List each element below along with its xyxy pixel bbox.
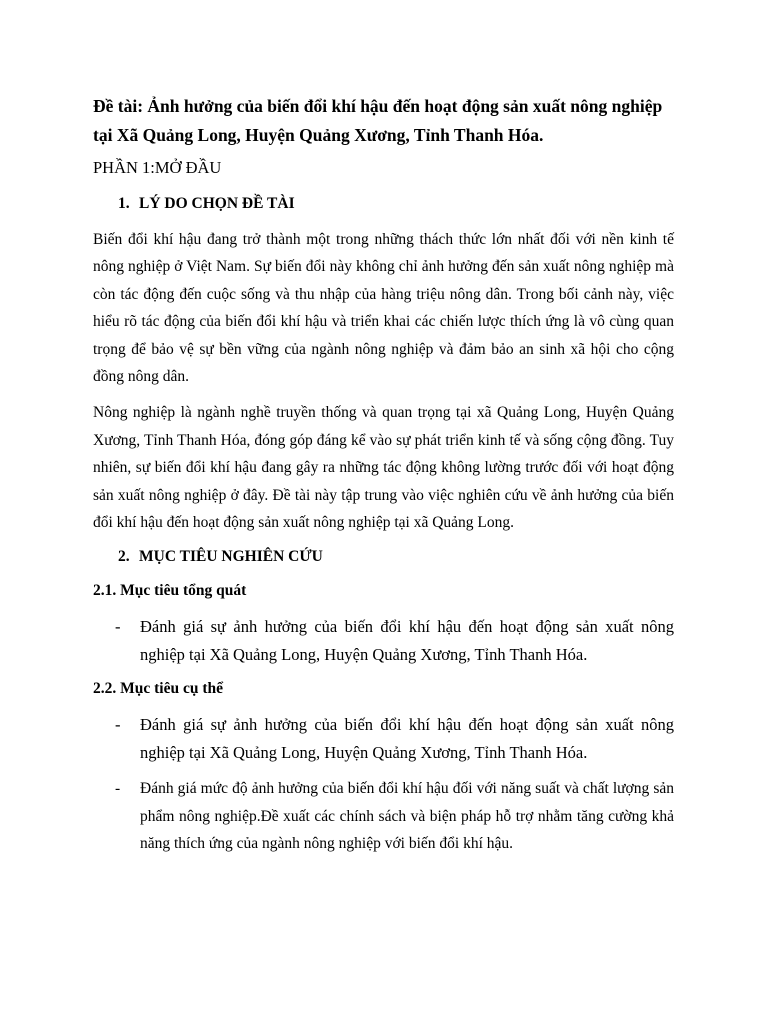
section-1-title: LÝ DO CHỌN ĐỀ TÀI (139, 195, 295, 212)
subsection-2-2-heading: 2.2. Mục tiêu cụ thể (93, 680, 224, 698)
paragraph-2: Nông nghiệp là ngành nghề truyền thống và quan trọng tại xã Quảng Long, Huyện Quảng Xương, Tỉnh Thanh Hóa, đóng góp đáng kể vào sự phát triển kinh tế và sống cộng đồng. Tuy nhiên, sự biến đổi khí hậu đang gây ra những tác động không lường trước đối với hoạt động sản xuất nông nghiệp ở đây. Đề tài này tập trung vào việc nghiên cứu về ảnh hưởng của biến đổi khí hậu đến hoạt động sản xuất nông nghiệp tại xã Quảng Long. (93, 404, 674, 532)
bullet-dash: - (115, 715, 121, 735)
specific-objective-text-1: Đánh giá sự ảnh hưởng của biến đổi khí hậu đến hoạt động sản xuất nông nghiệp tại Xã Quảng Long, Huyện Quảng Xương, Tỉnh Thanh Hóa. (140, 715, 674, 763)
section-2-title: MỤC TIÊU NGHIÊN CỨU (139, 548, 323, 566)
general-objective-item (93, 613, 674, 669)
paragraph-1: Biến đổi khí hậu đang trở thành một trong những thách thức lớn nhất đối với nền kinh tế nông nghiệp ở Việt Nam. Sự biến đổi này không chỉ ảnh hưởng đến sản xuất nông nghiệp mà còn tác động đến cuộc sống và thu nhập của hàng triệu nông dân. Trong bối cảnh này, việc hiểu rõ tác động của biến đổi khí hậu và triển khai các chiến lược thích ứng là vô cùng quan trọng để bảo vệ sự bền vững của ngành nông nghiệp và đảm bảo an sinh xã hội cho cộng đồng nông dân. (93, 231, 674, 386)
general-objective-text: Đánh giá sự ảnh hưởng của biến đổi khí hậu đến hoạt động sản xuất nông nghiệp tại Xã Quảng Long, Huyện Quảng Xương, Tỉnh Thanh Hóa. (140, 617, 674, 665)
section-1-number: 1. (118, 195, 130, 212)
specific-objective-item-2 (93, 775, 674, 857)
section-1-heading (93, 192, 674, 216)
document-title: Đề tài: Ảnh hưởng của biến đổi khí hậu đến hoạt động sản xuất nông nghiệp tại Xã Quảng Long, Huyện Quảng Xương, Tỉnh Thanh Hóa. (93, 96, 663, 145)
specific-objective-item-1 (93, 711, 674, 767)
bullet-dash: - (115, 780, 121, 798)
section-2-number: 2. (118, 548, 130, 566)
section-2-heading (93, 545, 674, 569)
specific-objective-text-2: Đánh giá mức độ ảnh hưởng của biến đổi khí hậu đối với năng suất và chất lượng sản phẩm nông nghiệp.Đề xuất các chính sách và biện pháp hỗ trợ nhằm tăng cường khả năng thích ứng của ngành nông nghiệp với biến đổi khí hậu. (140, 780, 674, 853)
part-heading: PHẦN 1:MỞ ĐẦU (93, 158, 222, 177)
subsection-2-1-heading: 2.1. Mục tiêu tổng quát (93, 582, 247, 600)
bullet-dash: - (115, 617, 121, 637)
document-page (93, 92, 674, 866)
